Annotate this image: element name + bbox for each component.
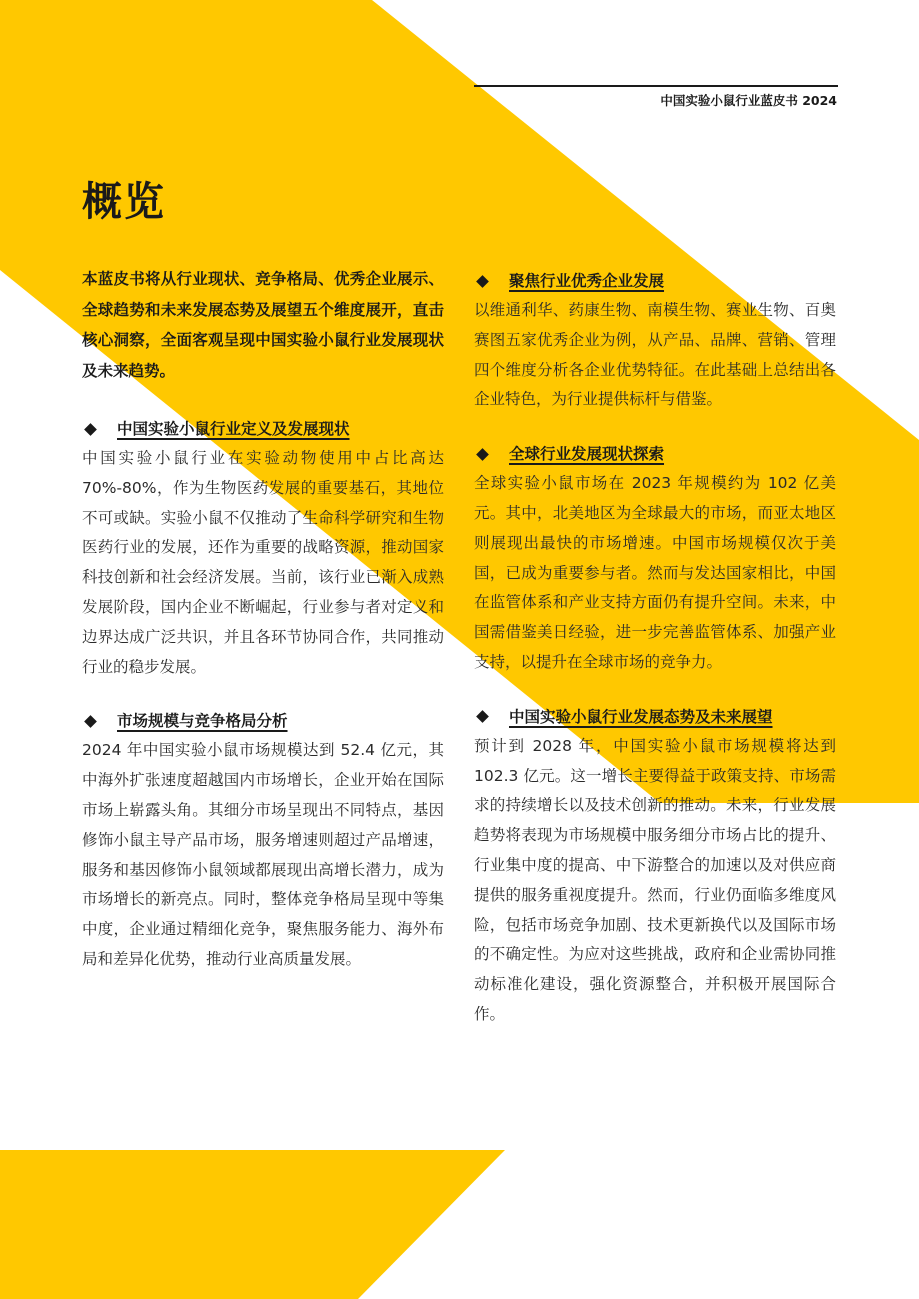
section-title: 中国实验小鼠行业定义及发展现状 — [117, 420, 350, 438]
section-title: 市场规模与竞争格局分析 — [117, 712, 288, 731]
section-heading — [82, 706, 444, 736]
section-leading-companies — [474, 266, 836, 415]
section-global-status — [474, 439, 836, 678]
right-column — [474, 266, 836, 1054]
section-heading — [474, 266, 836, 296]
section-body: 中国实验小鼠行业在实验动物使用中占比高达70%-80%，作为生物医药发展的重要基石，其地位不可或缺。实验小鼠不仅推动了生命科学研究和生物医药行业的发展，还作为重要的战略资源，推动国家科技创新和社会经济发展。当前，该行业已渐入成熟发展阶段，国内企业不断崛起，行业参与者对定义和边界达成广泛共识，并且各环节协同合作，共同推动行业的稳步发展。 — [82, 449, 444, 676]
diamond-bullet-icon — [84, 715, 97, 728]
diamond-bullet-icon — [84, 423, 97, 436]
header-rule — [474, 85, 838, 87]
section-body: 2024 年中国实验小鼠市场规模达到 52.4 亿元，其中海外扩张速度超越国内市场增长，企业开始在国际市场上崭露头角。其细分市场呈现出不同特点，基因修饰小鼠主导产品市场，服务增速则超过产品增速，服务和基因修饰小鼠领域都展现出高增长潜力，成为市场增长的新亮点。同时，整体竞争格局呈现中等集中度，企业通过精细化竞争，聚焦服务能力、海外布局和差异化优势，推动行业高质量发展。 — [82, 741, 444, 968]
section-heading — [474, 702, 836, 732]
section-body: 以维通利华、药康生物、南模生物、赛业生物、百奥赛图五家优秀企业为例，从产品、品牌、营销、管理四个维度分析各企业优势特征。在此基础上总结出各企业特色，为行业提供标杆与借鉴。 — [474, 301, 836, 409]
section-industry-definition — [82, 414, 444, 682]
section-market-size — [82, 706, 444, 974]
diamond-bullet-icon — [476, 448, 489, 461]
section-future-outlook — [474, 702, 836, 1030]
report-header-title: 中国实验小鼠行业蓝皮书 2024 — [660, 93, 837, 108]
section-body: 预计到 2028 年，中国实验小鼠市场规模将达到 102.3 亿元。这一增长主要得益于政策支持、市场需求的持续增长以及技术创新的推动。未来，行业发展趋势将表现为市场规模中服务细分市场占比的提升、行业集中度的提高、中下游整合的加速以及对供应商提供的服务重视度提升。然而，行业仍面临多维度风险，包括市场竞争加剧、技术更新换代以及国际市场的不确定性。为应对这些挑战，政府和企业需协同推动标准化建设，强化资源整合，并积极开展国际合作。 — [474, 736, 836, 1023]
page-title: 概览 — [82, 179, 166, 225]
left-column — [82, 264, 444, 999]
diamond-bullet-icon — [476, 710, 489, 723]
section-title: 全球行业发展现状探索 — [509, 445, 665, 464]
section-body: 全球实验小鼠市场在 2023 年规模约为 102 亿美元。其中，北美地区为全球最大的市场，而亚太地区则展现出最快的市场增速。中国市场规模仅次于美国，已成为重要参与者。然而与发达国家相比，中国在监管体系和产业支持方面仍有提升空间。未来，中国需借鉴美日经验，进一步完善监管体系、加强产业支持，以提升在全球市场的竞争力。 — [474, 474, 836, 671]
bottom-yellow-triangle — [0, 1150, 505, 1299]
diamond-bullet-icon — [476, 275, 489, 288]
section-heading — [82, 414, 444, 444]
section-title: 聚焦行业优秀企业发展 — [509, 272, 665, 290]
section-heading — [474, 439, 836, 469]
intro-paragraph: 本蓝皮书将从行业现状、竞争格局、优秀企业展示、全球趋势和未来发展态势及展望五个维度展开，直击核心洞察，全面客观呈现中国实验小鼠行业发展现状及未来趋势。 — [82, 270, 444, 380]
section-title: 中国实验小鼠行业发展态势及未来展望 — [509, 707, 773, 726]
